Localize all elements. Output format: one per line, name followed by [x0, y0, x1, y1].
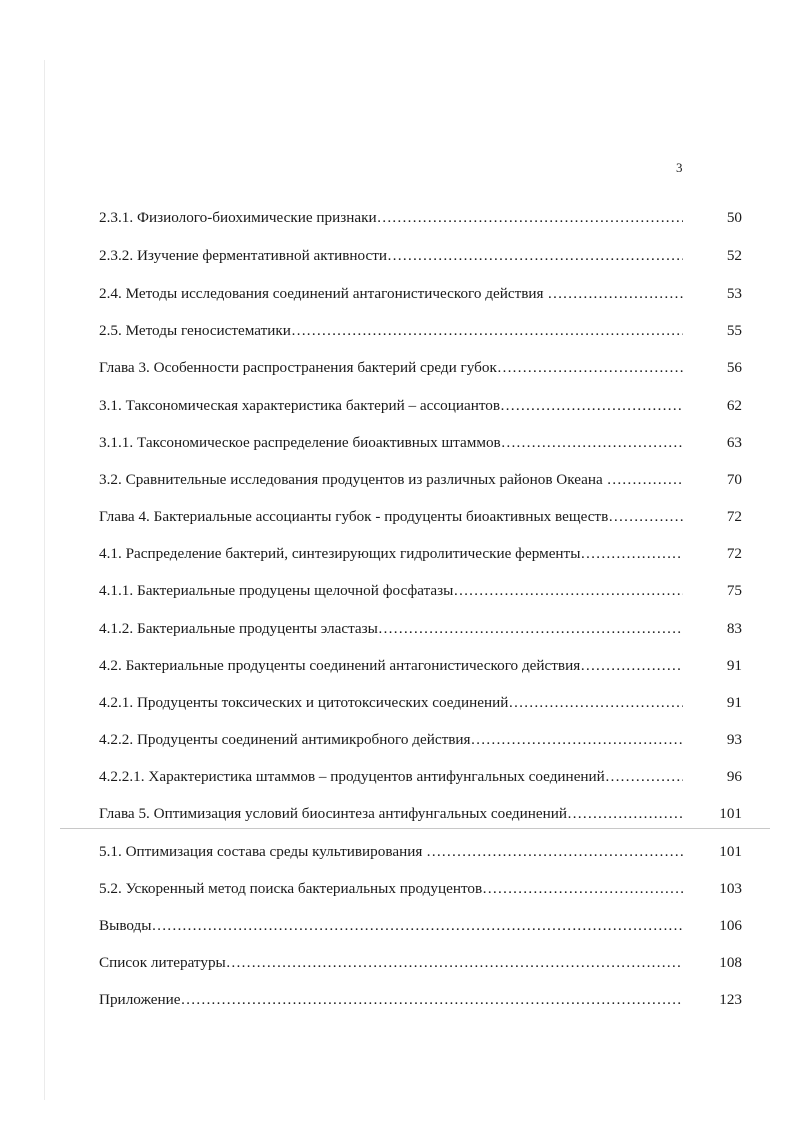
toc-entry-title: Приложение ……………………………………………………………………………………………………………………………………………………………………………… [99, 989, 683, 1011]
toc-entry-page: 62 [726, 397, 742, 414]
toc-entry [99, 432, 742, 454]
toc-entry-title: Глава 3. Особенности распространения бактерий среди губок ……………………………………………………………………………………………………………………………………………………………………………… [99, 357, 683, 379]
toc-entry-page: 55 [726, 322, 742, 339]
toc-entry-title: 5.1. Оптимизация состава среды культивирования ……………………………………………………………………………………………………………………………………………………………………………… [99, 841, 683, 863]
toc-entry [99, 506, 742, 528]
toc-entry [99, 320, 742, 342]
toc-entry-title: 4.1.1. Бактериальные продуцены щелочной фосфатазы ……………………………………………………………………………………………………………………………………………………………………………… [99, 580, 683, 602]
toc-entry-page: 108 [719, 954, 742, 971]
toc-entry-page: 56 [726, 359, 742, 376]
toc-entry-page: 101 [719, 805, 742, 822]
toc-entry-title: 2.3.2. Изучение ферментативной активности ……………………………………………………………………………………………………………………………………………………………………………… [99, 245, 683, 267]
toc-entry-title: 3.1. Таксономическая характеристика бактерий – ассоциантов ……………………………………………………………………………………………………………………………………………………………………………… [99, 395, 683, 417]
toc-entry [99, 207, 742, 229]
toc-entry-title: Глава 5. Оптимизация условий биосинтеза антифунгальных соединений ……………………………………………………………………………………………………………………………………………………………………………… [99, 803, 683, 825]
toc-entry-page: 50 [726, 209, 742, 226]
toc-entry-title: 4.1. Распределение бактерий, синтезирующих гидролитические ферменты ……………………………………………………………………………………………………………………………………………………………………………… [99, 543, 683, 565]
toc-entry-page: 106 [719, 917, 742, 934]
toc-entry [99, 618, 742, 640]
toc-entry-page: 83 [726, 620, 742, 637]
toc-entry-page: 53 [726, 285, 742, 302]
toc-entry-title: 4.2.2.1. Характеристика штаммов – продуцентов антифунгальных соединений ……………………………………………………………………………………………………………………………………………………………………………… [99, 766, 683, 788]
toc-entry [99, 915, 742, 937]
toc-entry-page: 75 [726, 582, 742, 599]
toc-entry-page: 91 [726, 657, 742, 674]
toc-entry [99, 469, 742, 491]
toc-entry-page: 63 [726, 434, 742, 451]
toc-entry-title: Глава 4. Бактериальные ассоцианты губок - продуценты биоактивных веществ ……………………………………………………………………………………………………………………………………………………………………………… [99, 506, 683, 528]
toc-entry-title: 5.2. Ускоренный метод поиска бактериальных продуцентов ……………………………………………………………………………………………………………………………………………………………………………… [99, 878, 683, 900]
toc-entry [99, 692, 742, 714]
toc-entry [99, 766, 742, 788]
toc-entry [99, 357, 742, 379]
toc-entry-title: 3.2. Сравнительные исследования продуцентов из различных районов Океана ……………………………………………………………………………………………………………………………………………………………………………… [99, 469, 683, 491]
toc-entry [99, 580, 742, 602]
page-number: 3 [676, 160, 683, 175]
toc-entry-page: 70 [726, 471, 742, 488]
toc-entry [99, 283, 742, 305]
toc-entry-page: 72 [726, 545, 742, 562]
toc-entry [99, 543, 742, 565]
toc-entry [99, 729, 742, 751]
toc-entry [99, 655, 742, 677]
toc-entry-page: 91 [726, 694, 742, 711]
toc-entry-title: 4.2.1. Продуценты токсических и цитотоксических соединений ……………………………………………………………………………………………………………………………………………………………………………… [99, 692, 683, 714]
toc-entry-title: 4.2.2. Продуценты соединений антимикробного действия ……………………………………………………………………………………………………………………………………………………………………………… [99, 729, 683, 751]
toc-entry-title: 2.4. Методы исследования соединений антагонистического действия ……………………………………………………………………………………………………………………………………………………………………………… [99, 283, 683, 305]
toc-entry-page: 101 [719, 843, 742, 860]
scan-artifact-line [60, 828, 770, 829]
toc-entry-title: 4.1.2. Бактериальные продуценты эластазы ……………………………………………………………………………………………………………………………………………………………………………… [99, 618, 683, 640]
toc-entry-title: 4.2. Бактериальные продуценты соединений антагонистического действия ……………………………………………………………………………………………………………………………………………………………………………… [99, 655, 683, 677]
toc-entry-title: 2.5. Методы геносистематики ……………………………………………………………………………………………………………………………………………………………………………… [99, 320, 683, 342]
toc-entry-page: 103 [719, 880, 742, 897]
toc-entry-title: 3.1.1. Таксономическое распределение биоактивных штаммов ……………………………………………………………………………………………………………………………………………………………………………… [99, 432, 683, 454]
toc-entry-page: 93 [726, 731, 742, 748]
toc-entry-title: 2.3.1. Физиолого-биохимические признаки ……………………………………………………………………………………………………………………………………………………………………………… [99, 207, 683, 229]
toc-entry [99, 841, 742, 863]
toc-entry [99, 989, 742, 1011]
toc-entry-page: 123 [719, 991, 742, 1008]
toc-entry [99, 952, 742, 974]
toc-entry [99, 395, 742, 417]
toc-entry-page: 96 [726, 768, 742, 785]
toc-entry [99, 803, 742, 825]
toc-entry [99, 245, 742, 267]
toc-entry [99, 878, 742, 900]
toc-entry-title: Выводы ……………………………………………………………………………………………………………………………………………………………………………… [99, 915, 683, 937]
toc-entry-page: 72 [726, 508, 742, 525]
toc-entry-page: 52 [726, 247, 742, 264]
toc-entry-title: Список литературы ……………………………………………………………………………………………………………………………………………………………………………… [99, 952, 683, 974]
